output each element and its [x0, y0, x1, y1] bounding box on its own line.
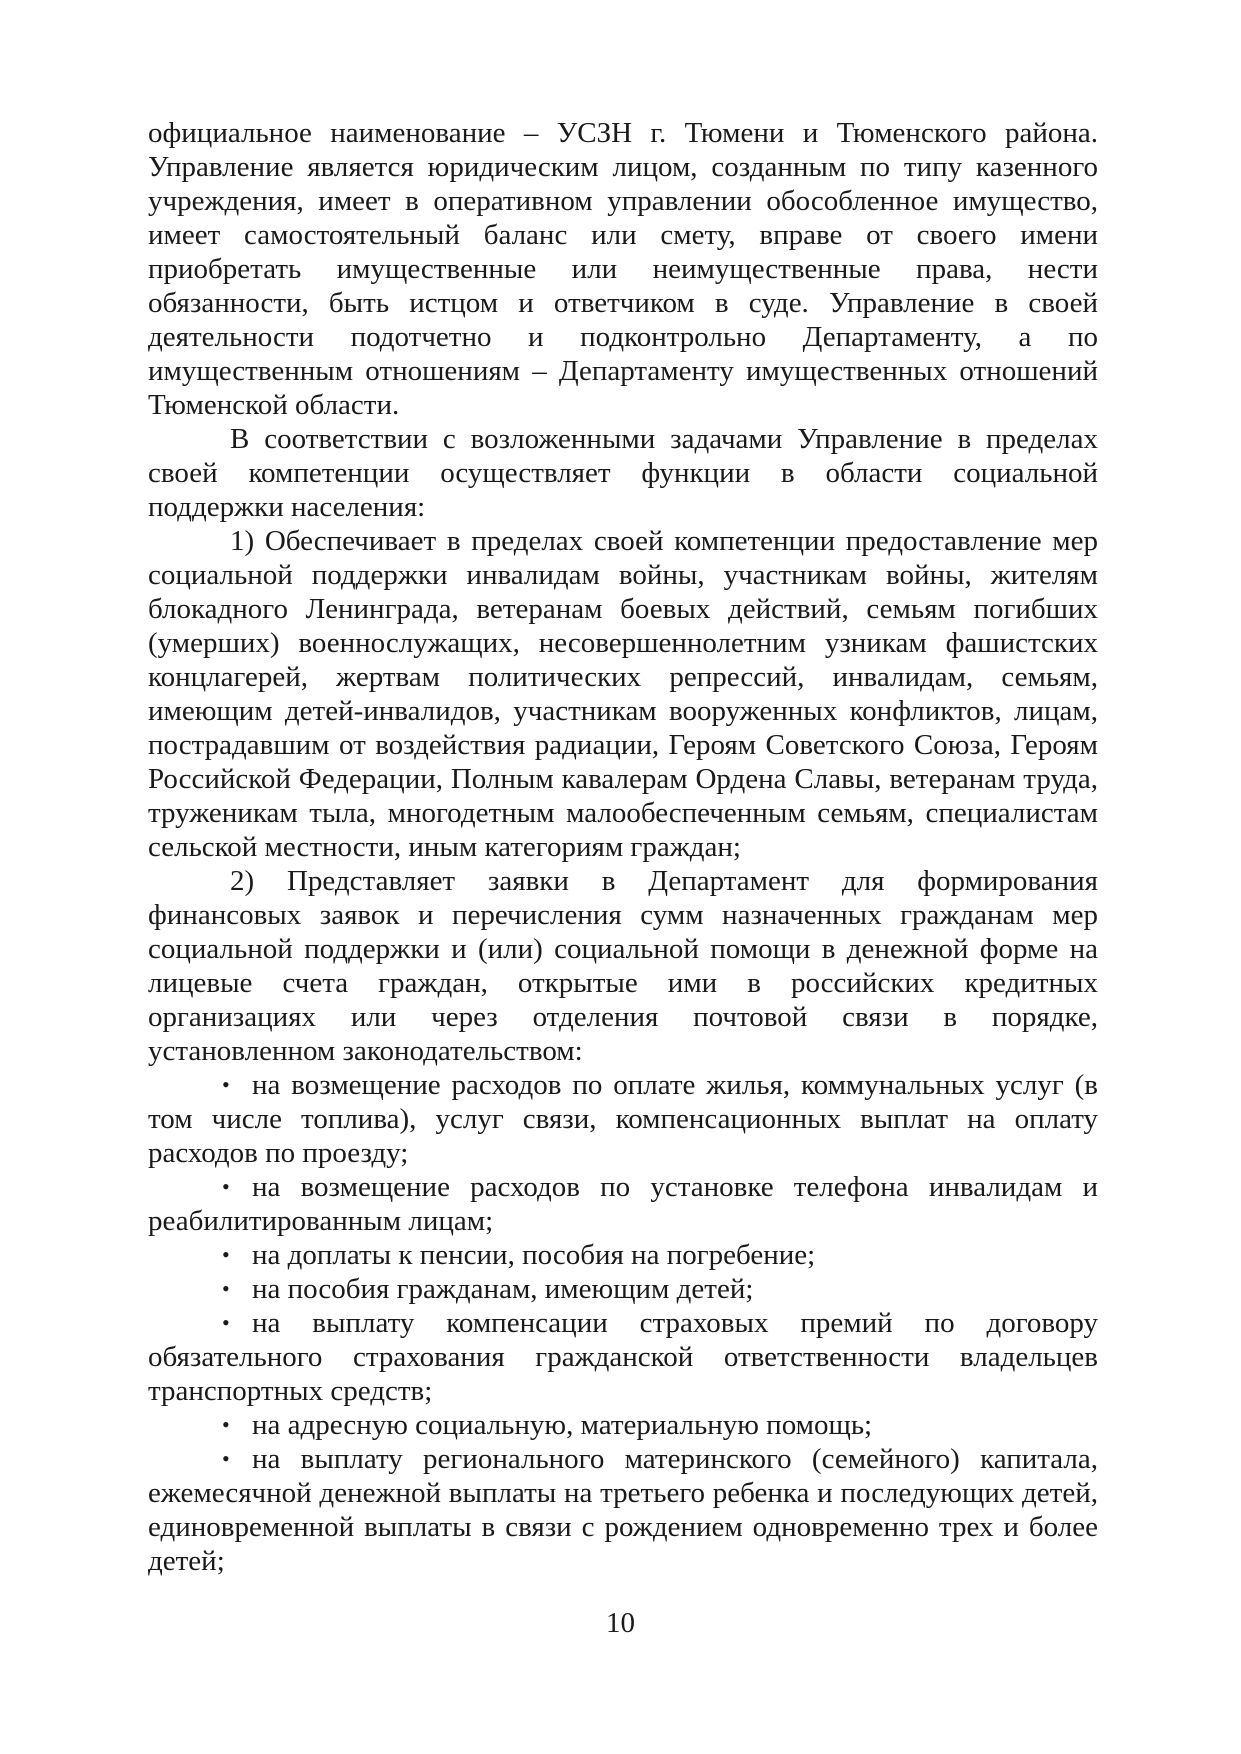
- bullet-icon: •: [222, 1174, 230, 1199]
- bullet-icon: •: [222, 1412, 230, 1437]
- bullet-text: на выплату регионального материнского (семейного) капитала, ежемесячной денежной выплаты на третьего ребенка и последующих детей, единовременной выплаты в связи с рождением одновременно трех и более детей;: [148, 1443, 1098, 1577]
- bullet-text: на выплату компенсации страховых премий по договору обязательного страхования гражданской ответственности владельцев транспортных средств;: [148, 1307, 1098, 1407]
- page-number: 10: [606, 1607, 635, 1639]
- bullet-item-4: [148, 1272, 1098, 1306]
- bullet-text: на пособия гражданам, имеющим детей;: [252, 1273, 754, 1305]
- bullet-text: на возмещение расходов по оплате жилья, коммунальных услуг (в том числе топлива), услуг связи, компенсационных выплат на оплату расходов по проезду;: [148, 1069, 1098, 1169]
- bullet-item-3: [148, 1238, 1098, 1272]
- bullet-icon: •: [222, 1310, 230, 1335]
- bullet-icon: •: [222, 1072, 230, 1097]
- item-number: 2): [230, 865, 255, 897]
- numbered-item-1: [148, 524, 1098, 864]
- bullet-icon: •: [222, 1446, 230, 1471]
- bullet-icon: •: [222, 1242, 230, 1267]
- bullet-text: на адресную социальную, материальную помощь;: [252, 1409, 873, 1441]
- bullet-item-1: [148, 1068, 1098, 1170]
- bullet-item-7: [148, 1442, 1098, 1578]
- bullet-icon: •: [222, 1276, 230, 1301]
- bullet-text: на доплаты к пенсии, пособия на погребение;: [252, 1239, 816, 1271]
- item-text: Обеспечивает в пределах своей компетенции предоставление мер социальной поддержки инвалидам войны, участникам войны, жителям блокадного Ленинграда, ветеранам боевых действий, семьям погибших (умерших) военнослужащих, несовершеннолетним узникам фашистских концлагерей, жертвам политических репрессий, инвалидам, семьям, имеющим детей-инвалидов, участникам вооруженных конфликтов, лицам, пострадавшим от воздействия радиации, Героям Советского Союза, Героям Российской Федерации, Полным кавалерам Ордена Славы, ветеранам труда, труженикам тыла, многодетным малообеспеченным семьям, специалистам сельской местности, иным категориям граждан;: [148, 525, 1098, 863]
- intro-paragraph: официальное наименование – УСЗН г. Тюмени и Тюменского района. Управление является юридическим лицом, созданным по типу казенного учреждения, имеет в оперативном управлении обособленное имущество, имеет самостоятельный баланс или смету, вправе от своего имени приобретать имущественные или неимущественные права, нести обязанности, быть истцом и ответчиком в суде. Управление в своей деятельности подотчетно и подконтрольно Департаменту, а по имущественным отношениям – Департаменту имущественных отношений Тюменской области.: [148, 117, 1098, 421]
- bullet-item-2: [148, 1170, 1098, 1238]
- numbered-item-2: [148, 864, 1098, 1068]
- item-number: 1): [230, 525, 255, 557]
- bullet-text: на возмещение расходов по установке телефона инвалидам и реабилитированным лицам;: [148, 1171, 1098, 1237]
- document-body: [148, 116, 1098, 1578]
- item-text: Представляет заявки в Департамент для формирования финансовых заявок и перечисления сумм назначенных гражданам мер социальной поддержки и (или) социальной помощи в денежной форме на лицевые счета граждан, открытые ими в российских кредитных организациях или через отделения почтовой связи в порядке, установленном законодательством:: [148, 865, 1098, 1067]
- bullet-item-5: [148, 1306, 1098, 1408]
- functions-paragraph: В соответствии с возложенными задачами Управление в пределах своей компетенции осуществляет функции в области социальной поддержки населения:: [148, 423, 1098, 523]
- bullet-item-6: [148, 1408, 1098, 1442]
